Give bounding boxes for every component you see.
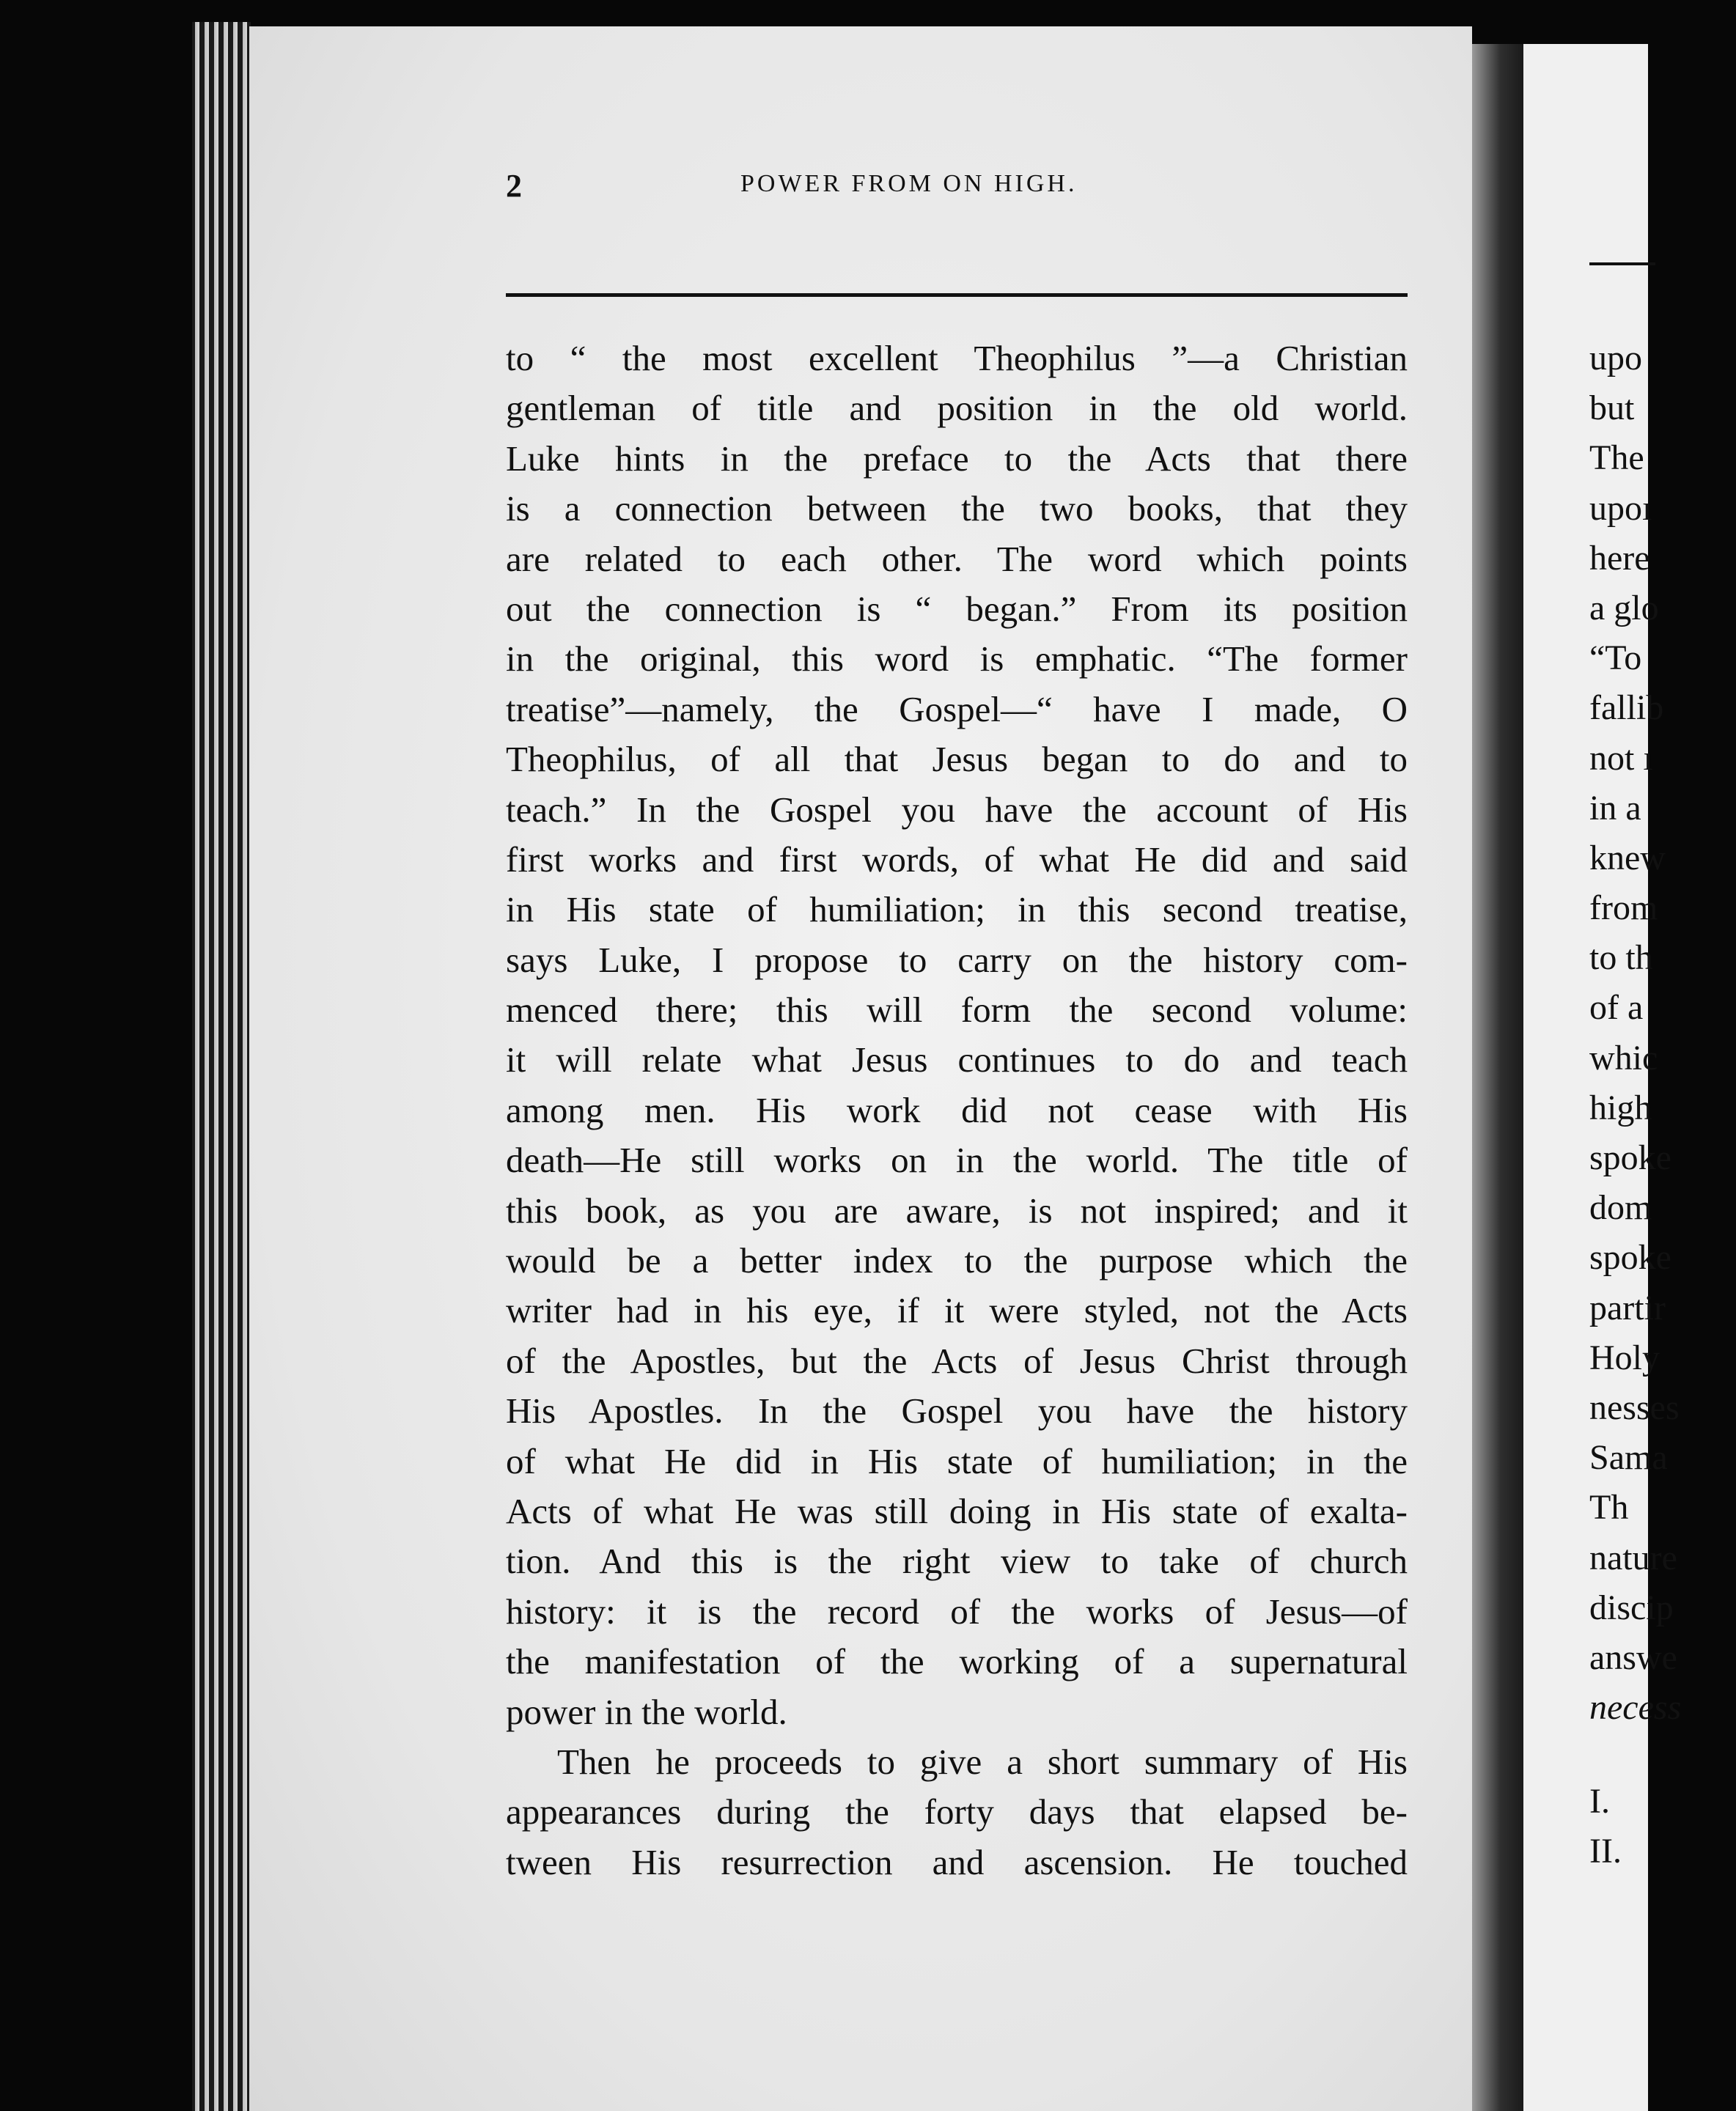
stacked-page-edges [192,22,251,2111]
text-line: among men. His work did not cease with His [506,1089,1408,1130]
right-text-line: knew [1589,838,1666,877]
text-line: tween His resurrection and ascension. He touched [506,1841,1408,1882]
right-text-line: here [1589,538,1650,578]
right-text-line: necess [1589,1688,1682,1728]
text-line: in the original, this word is emphatic. “The former [506,638,1408,679]
right-text-line: spoke [1589,1238,1671,1278]
right-text-line: nesses [1589,1388,1680,1427]
right-text-line: to th [1589,938,1653,978]
text-line: writer had in his eye, if it were styled, not the Acts [506,1290,1408,1331]
right-text-line: Holy [1589,1338,1660,1377]
right-text-line: partir [1589,1288,1666,1327]
text-line: of the Apostles, but the Acts of Jesus Christ through [506,1340,1408,1381]
running-head-title: POWER FROM ON HIGH. [740,170,1078,197]
right-text-line: “To [1589,638,1642,678]
right-text-line: but [1589,388,1635,428]
text-line: His Apostles. In the Gospel you have the history [506,1390,1408,1432]
text-line: teach.” In the Gospel you have the account of His [506,789,1408,830]
right-page-text [1589,334,1736,1877]
text-line: are related to each other. The word which points [506,538,1408,579]
text-line: Luke hints in the preface to the Acts that there [506,438,1408,479]
text-line: gentleman of title and position in the old world. [506,388,1408,429]
right-text-line: fallib [1589,688,1664,728]
right-text-line: dom [1589,1188,1652,1228]
right-text-line: Th [1589,1488,1629,1528]
right-text-line: upoı [1589,488,1652,528]
text-line: the manifestation of the working of a supernatural [506,1641,1408,1682]
text-line: is a connection between the two books, that they [506,488,1408,529]
body-text [506,334,1408,1887]
right-page-header-rule [1589,262,1655,265]
right-text-line: Sama [1589,1438,1668,1478]
right-text-line: in a [1589,788,1641,828]
right-text-line: II. [1589,1832,1622,1871]
text-line: appearances during the forty days that elapsed be- [506,1791,1408,1832]
right-text-line: not ı [1589,738,1653,778]
page-number: 2 [506,168,522,204]
right-text-line: discip [1589,1588,1674,1627]
text-line: death—He still works on in the world. The title of [506,1140,1408,1181]
text-line: Then he proceeds to give a short summary of His [557,1741,1408,1782]
right-text-line: of a [1589,988,1644,1028]
header-rule [506,293,1408,297]
text-line: power in the world. [506,1691,787,1732]
text-line: Acts of what He was still doing in His state of exalta- [506,1490,1408,1531]
text-line: it will relate what Jesus continues to do and teach [506,1039,1408,1080]
right-text-line: answe [1589,1637,1677,1677]
text-line: of what He did in His state of humiliation; in the [506,1440,1408,1481]
book-gutter [1472,44,1523,2111]
right-text-line: nature [1589,1538,1677,1577]
right-text-line: a glo [1589,588,1659,627]
right-text-line: whic [1589,1038,1658,1077]
text-line: this book, as you are aware, is not inspired; and it [506,1190,1408,1231]
text-line: would be a better index to the purpose which the [506,1240,1408,1281]
right-text-line: from [1589,888,1658,928]
text-line: says Luke, I propose to carry on the history com- [506,939,1408,980]
text-line: Theophilus, of all that Jesus began to do and to [506,739,1408,780]
right-text-line: I. [1589,1782,1610,1821]
text-line: first works and first words, of what He did and said [506,839,1408,880]
right-text-line: The [1589,438,1644,478]
text-line: out the connection is “ began.” From its position [506,588,1408,629]
text-line: menced there; this will form the second volume: [506,990,1408,1031]
text-line: treatise”—namely, the Gospel—“ have I made, O [506,688,1408,729]
right-text-line: spoke [1589,1138,1671,1177]
text-line: tion. And this is the right view to take of church [506,1541,1408,1582]
right-text-line: upo [1589,339,1642,377]
text-line: in His state of humiliation; in this second treatise, [506,889,1408,930]
right-text-line: high [1589,1088,1652,1127]
text-line: history: it is the record of the works of Jesus—of [506,1591,1408,1632]
text-line: to “ the most excellent Theophilus ”—a Christian [506,338,1408,378]
